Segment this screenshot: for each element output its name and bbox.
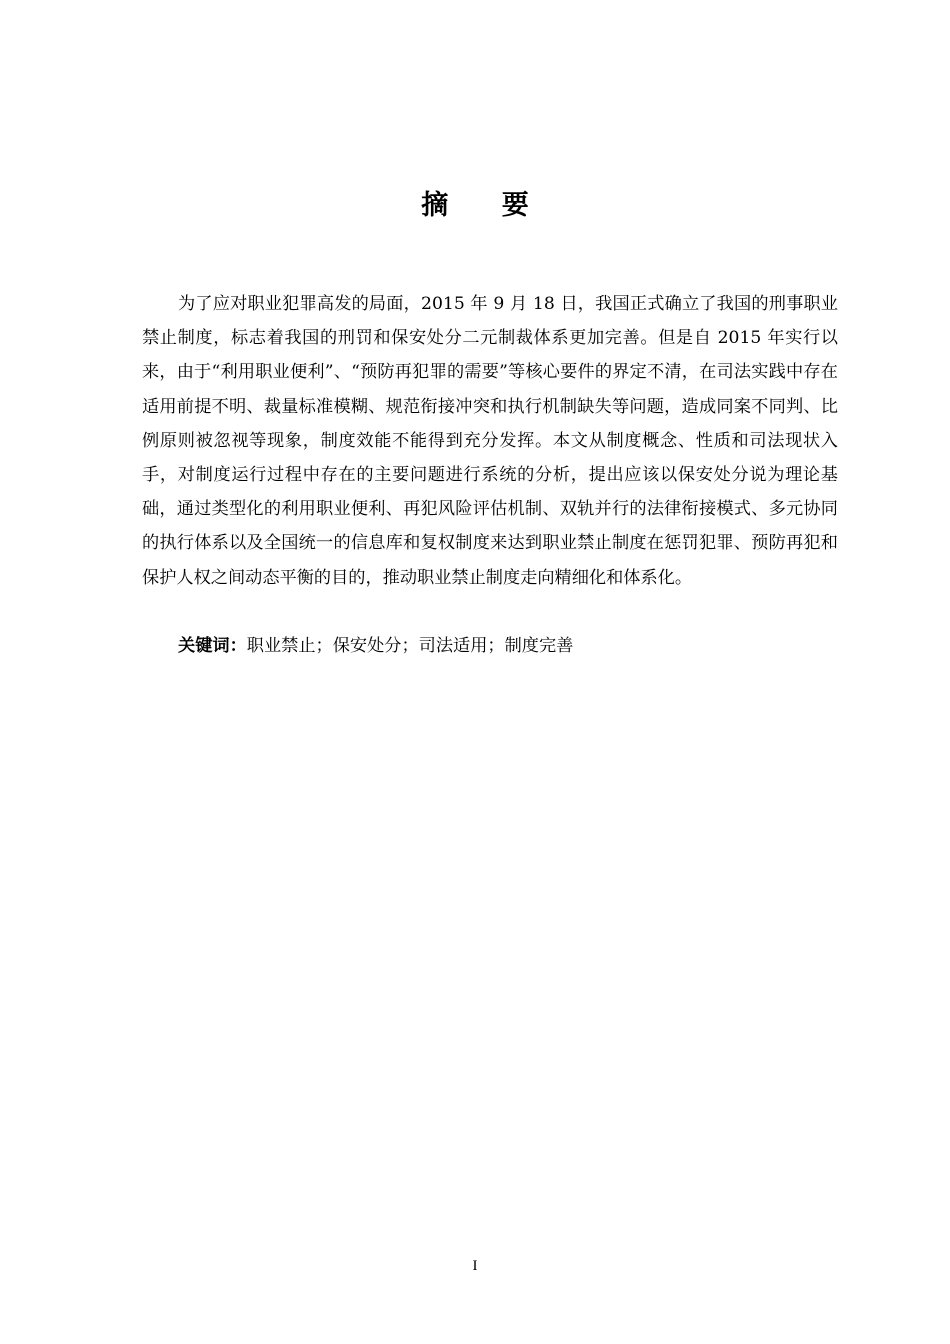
keywords-list: 职业禁止；保安处分；司法适用；制度完善: [246, 636, 574, 656]
page-number: I: [472, 1258, 478, 1274]
abstract-body: 为了应对职业犯罪高发的局面，2015 年 9 月 18 日，我国正式确立了我国的刑事职业禁止制度，标志着我国的刑罚和保安处分二元制裁体系更加完善。但是自 2015 年实行以来，由于“利用职业便利”、“预防再犯罪的需要”等核心要件的界定不清，在司法实践中存在适用前提不明、裁量标准模糊、规范衔接冲突和执行机制缺失等问题，造成同案不同判、比例原则被忽视等现象，制度效能不能得到充分发挥。本文从制度概念、性质和司法现状入手，对制度运行过程中存在的主要问题进行系统的分析，提出应该以保安处分说为理论基础，通过类型化的利用职业便利、再犯风险评估机制、双轨并行的法律衔接模式、多元协同的执行体系以及全国统一的信息库和复权制度来达到职业禁止制度在惩罚犯罪、预防再犯和保护人权之间动态平衡的目的，推动职业禁止制度走向精细化和体系化。: [142, 294, 838, 588]
keywords-label: 关键词：: [178, 636, 247, 656]
keywords-line: [178, 629, 838, 663]
abstract-title: 摘 要: [421, 190, 551, 221]
